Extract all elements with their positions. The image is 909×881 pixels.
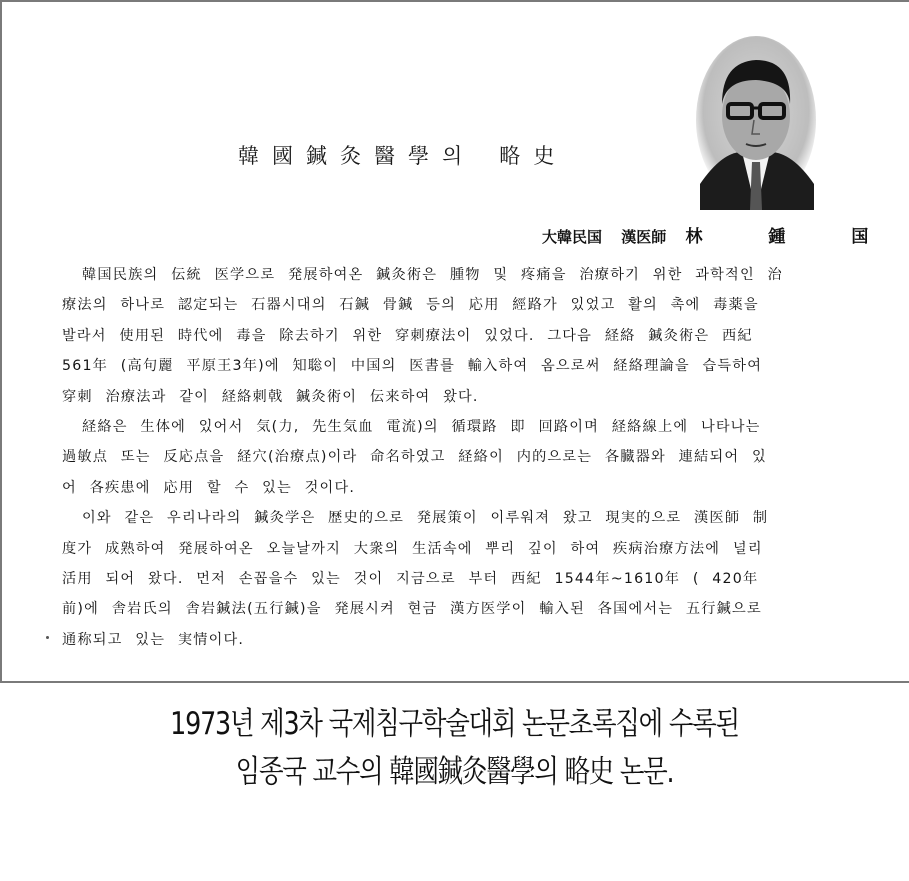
figure-caption (82, 700, 827, 796)
body-line: 발라서 使用된 時代에 毒을 除去하기 위한 穿刺療法이 있었다. 그다음 経絡 鍼灸術은 西紀 (62, 327, 753, 344)
caption-line-2: 임종국 교수의 韓國鍼灸醫學의 略史 논문. (235, 754, 674, 790)
body-line: 過敏点 또는 反応点을 経穴(治療点)이라 命名하였고 経絡이 内的으로는 各臓器와 連結되어 있 (62, 449, 767, 466)
author-name: 林 鍾 国 (685, 227, 899, 247)
body-line: 活用 되어 왔다. 먼저 손꼽을수 있는 것이 지금으로 부터 西紀 1544年~1610年 ( 420年 (62, 570, 759, 587)
author-affiliation: 大韓民国 (542, 228, 603, 246)
article-body (62, 260, 862, 655)
title-part-history: 略史 (499, 144, 568, 168)
author-byline (542, 222, 909, 247)
body-line: 療法의 하나로 認定되는 石器시대의 石鍼 骨鍼 등의 応用 經路가 있었고 활의 촉에 毒薬을 (62, 297, 759, 314)
body-line: 通称되고 있는 実情이다. (62, 631, 245, 648)
body-line: 이와 같은 우리나라의 鍼灸学은 歴史的으로 発展策이 이루워져 왔고 現実的으로 漢医師 制 (82, 510, 769, 527)
document-title (238, 140, 567, 170)
author-portrait-photo (692, 34, 820, 210)
scan-speck (46, 636, 49, 639)
body-line: 前)에 舎岩氏의 舎岩鍼法(五行鍼)을 発展시켜 현금 漢方医学이 輸入된 各国에서는 五行鍼으로 (62, 601, 762, 618)
caption-line-1: 1973년 제3차 국제침구학술대회 논문초록집에 수록된 (170, 706, 739, 742)
body-line: 度가 成熟하여 発展하여온 오늘날까지 大衆의 生活속에 뿌리 깊이 하여 疾病治療方法에 널리 (62, 540, 763, 557)
author-role: 漢医師 (621, 228, 667, 246)
title-part-main: 韓國鍼灸醫學의 (238, 144, 476, 168)
body-line: 韓国民族의 伝統 医学으로 発展하여온 鍼灸術은 腫物 및 疼痛을 治療하기 위한 과학적인 治 (82, 267, 783, 283)
body-line: 穿刺 治療法과 같이 経絡刺戟 鍼灸術이 伝来하여 왔다. (62, 388, 479, 405)
body-line: 561年 (高句麗 平原王3年)에 知聡이 中国의 医書를 輸入하여 옴으로써 経絡理論을 습득하여 (62, 358, 763, 375)
body-line: 経絡은 生体에 있어서 気(力, 先生気血 電流)의 循環路 即 回路이며 経絡線上에 나타나는 (82, 418, 761, 435)
body-line: 어 各疾患에 応用 할 수 있는 것이다. (62, 479, 356, 496)
